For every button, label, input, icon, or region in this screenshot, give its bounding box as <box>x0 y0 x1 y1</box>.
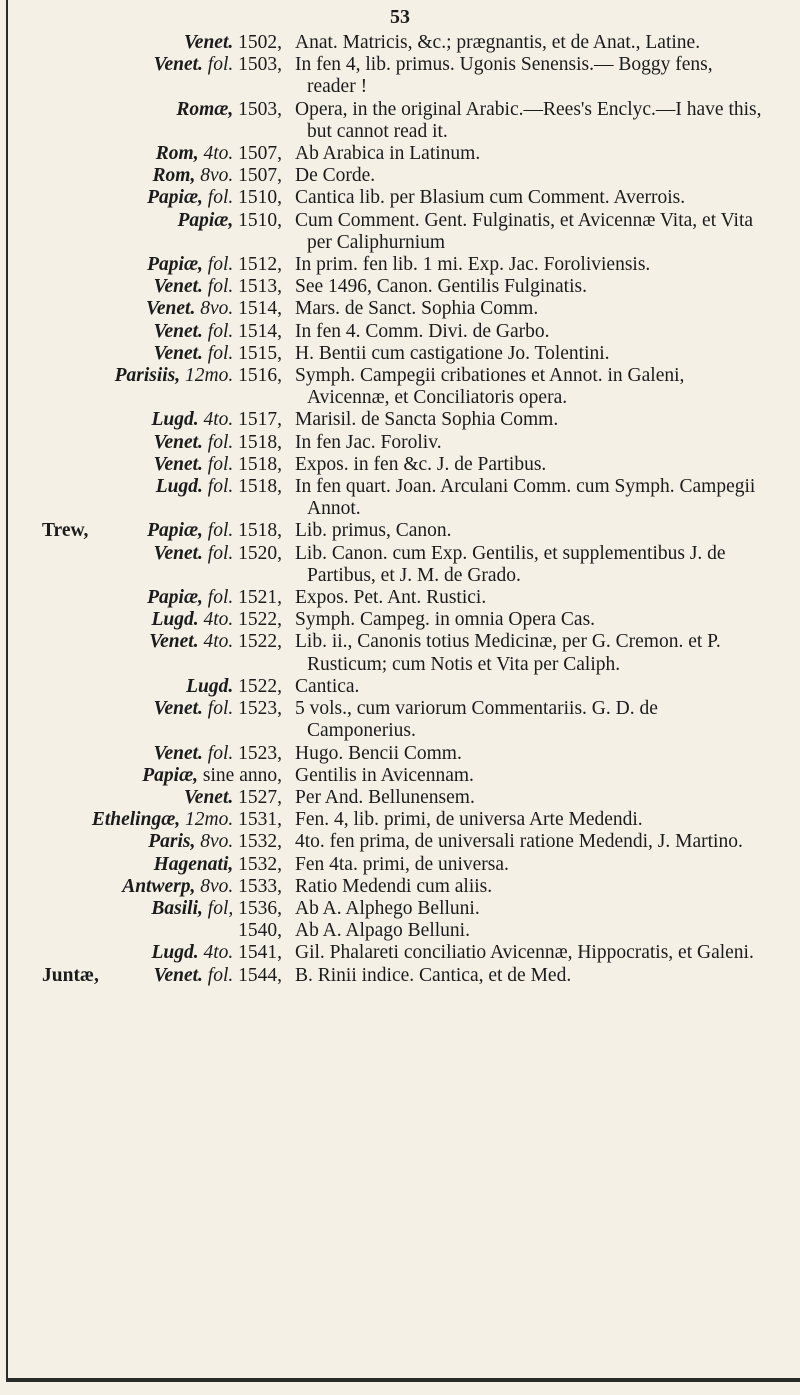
bibliography-entry <box>0 298 800 320</box>
entry-place: Parisiis, <box>114 365 181 387</box>
page-number: 53 <box>390 6 410 28</box>
entry-imprint <box>151 409 282 431</box>
entry-format: fol. <box>207 542 234 564</box>
entry-year: 1507, <box>238 143 282 165</box>
bibliography-list <box>0 32 800 987</box>
entry-description: Cantica. <box>295 675 360 697</box>
entry-place: Lugd. <box>155 476 203 498</box>
bibliography-entry <box>0 543 800 587</box>
entry-place: Venet. <box>153 431 203 453</box>
entry-imprint <box>186 676 282 698</box>
entry-format: 4to. <box>203 609 234 631</box>
entry-year: 1512, <box>238 254 282 276</box>
entry-description: 5 vols., cum variorum Commentariis. G. D. de Camponerius. <box>295 698 658 742</box>
entry-format: 8vo. <box>200 298 234 320</box>
entry-place: Hagenati, <box>153 853 234 875</box>
bibliography-entry <box>0 587 800 609</box>
entry-place: Venet. <box>149 631 199 653</box>
entry-place: Papiæ, <box>147 587 203 609</box>
entry-description: Expos. in fen &c. J. de Partibus. <box>295 453 547 475</box>
entry-format: 4to. <box>203 942 234 964</box>
bibliography-entry <box>0 276 800 298</box>
bibliography-entry <box>0 54 800 98</box>
entry-format: 8vo. <box>200 875 234 897</box>
entry-description: Ab A. Alphego Belluni. <box>295 897 480 919</box>
bibliography-entry <box>0 765 800 787</box>
entry-year: 1531, <box>238 809 282 831</box>
entry-year: 1518, <box>238 476 282 498</box>
entry-year: 1523, <box>238 742 282 764</box>
entry-imprint <box>156 476 282 498</box>
bibliography-entry <box>0 254 800 276</box>
entry-imprint <box>177 210 282 232</box>
entry-year: sine anno, <box>202 764 282 786</box>
entry-year: 1518, <box>238 431 282 453</box>
entry-description: Ab A. Alpago Belluni. <box>295 920 470 942</box>
entry-description: In fen 4, lib. primus. Ugonis Senensis.— Boggy fens, reader ! <box>295 54 713 98</box>
bibliography-entry <box>0 854 800 876</box>
bibliography-entry <box>0 831 800 853</box>
entry-description: Symph. Campeg. in omnia Opera Cas. <box>295 609 596 631</box>
entry-description: In fen 4. Comm. Divi. de Garbo. <box>295 320 550 342</box>
entry-year: 1522, <box>238 609 282 631</box>
entry-place: Venet. <box>153 453 203 475</box>
entry-year: 1510, <box>238 187 282 209</box>
bibliography-entry <box>0 609 800 631</box>
entry-description: Cantica lib. per Blasium cum Comment. Averrois. <box>295 187 686 209</box>
entry-year: 1515, <box>238 342 282 364</box>
entry-imprint <box>154 432 282 454</box>
entry-format: fol. <box>207 587 234 609</box>
entry-year: 1522, <box>238 675 282 697</box>
entry-place: Venet. <box>183 786 234 808</box>
entry-year: 1527, <box>238 786 282 808</box>
entry-year: 1518, <box>238 453 282 475</box>
entry-imprint <box>151 898 282 920</box>
entry-year: 1518, <box>238 520 282 542</box>
entry-imprint <box>154 854 282 876</box>
entry-description: B. Rinii indice. Cantica, et de Med. <box>295 964 572 986</box>
entry-place: Venet. <box>153 276 203 298</box>
entry-format: 8vo. <box>200 165 234 187</box>
entry-imprint <box>154 698 282 720</box>
entry-imprint <box>238 920 282 942</box>
entry-year: 1521, <box>238 587 282 609</box>
entry-description: Fen. 4, lib. primi, de universa Arte Medendi. <box>295 809 643 831</box>
bibliography-entry <box>0 787 800 809</box>
entry-year: 1507, <box>238 165 282 187</box>
entry-place: Basili, <box>151 897 203 919</box>
entry-imprint <box>184 32 282 54</box>
bibliography-entry <box>0 965 800 987</box>
entry-imprint <box>154 276 282 298</box>
entry-place: Papiæ, <box>147 520 203 542</box>
entry-place: Rom, <box>155 143 199 165</box>
entry-format: fol. <box>207 476 234 498</box>
bibliography-entry <box>0 321 800 343</box>
bibliography-entry <box>0 743 800 765</box>
entry-imprint <box>147 520 282 542</box>
entry-place: Venet. <box>153 320 203 342</box>
entry-description: Expos. Pet. Ant. Rustici. <box>295 587 487 609</box>
bibliography-entry <box>0 920 800 942</box>
entry-description: See 1496, Canon. Gentilis Fulginatis. <box>295 276 587 298</box>
entry-place: Venet. <box>153 542 203 564</box>
entry-year: 1502, <box>238 32 282 53</box>
bibliography-entry <box>0 898 800 920</box>
bibliography-entry <box>0 432 800 454</box>
entry-description: Gentilis in Avicennam. <box>295 764 474 786</box>
entry-format: fol. <box>207 742 234 764</box>
entry-year: 1540, <box>238 920 282 942</box>
entry-year: 1522, <box>238 631 282 653</box>
entry-place: Romæ, <box>176 98 234 120</box>
entry-format: fol. <box>207 698 234 720</box>
entry-format: fol. <box>207 54 234 76</box>
entry-place: Venet. <box>153 742 203 764</box>
bibliography-entry <box>0 32 800 54</box>
margin-note: Juntæ, <box>42 964 99 986</box>
bibliography-entry <box>0 631 800 675</box>
entry-format: fol. <box>207 276 234 298</box>
entry-description: Per And. Bellunensem. <box>295 786 475 808</box>
entry-format: fol, <box>207 897 234 919</box>
entry-format: fol. <box>207 320 234 342</box>
page-bottom-rule <box>6 1378 800 1382</box>
entry-imprint <box>151 942 282 964</box>
entry-year: 1503, <box>238 98 282 120</box>
entry-place: Venet. <box>183 32 234 53</box>
entry-description: In fen quart. Joan. Arculani Comm. cum Symph. Campegii Annot. <box>295 476 756 520</box>
entry-imprint <box>147 587 282 609</box>
entry-imprint <box>156 143 282 165</box>
entry-imprint <box>153 165 282 187</box>
entry-format: 4to. <box>203 409 234 431</box>
bibliography-entry <box>0 165 800 187</box>
entry-description: Hugo. Bencii Comm. <box>295 742 462 764</box>
entry-format: 12mo. <box>185 809 234 831</box>
entry-place: Lugd. <box>151 942 199 964</box>
entry-place: Papiæ, <box>147 187 203 209</box>
entry-place: Venet. <box>153 342 203 364</box>
entry-format: fol. <box>207 254 234 276</box>
entry-imprint <box>122 876 282 898</box>
entry-year: 1514, <box>238 298 282 320</box>
entry-year: 1513, <box>238 276 282 298</box>
entry-imprint <box>147 254 282 276</box>
entry-imprint <box>147 187 282 209</box>
entry-description: Marisil. de Sancta Sophia Comm. <box>295 409 559 431</box>
entry-year: 1544, <box>238 964 282 986</box>
entry-place: Papiæ, <box>147 254 203 276</box>
bibliography-entry <box>0 520 800 542</box>
entry-place: Venet. <box>153 54 203 76</box>
entry-place: Antwerp, <box>122 875 196 897</box>
entry-imprint <box>154 743 282 765</box>
entry-imprint <box>154 965 282 987</box>
entry-description: Anat. Matricis, &c.; prægnantis, et de Anat., Latine. <box>295 32 701 53</box>
entry-format: 12mo. <box>185 365 234 387</box>
entry-description: De Corde. <box>295 165 376 187</box>
entry-place: Lugd. <box>151 609 199 631</box>
entry-place: Rom, <box>152 165 196 187</box>
entry-description: Ab Arabica in Latinum. <box>295 143 481 165</box>
entry-place: Lugd. <box>186 675 234 697</box>
entry-format: fol. <box>207 187 234 209</box>
entry-imprint <box>115 365 282 387</box>
entry-year: 1503, <box>238 54 282 76</box>
entry-year: 1532, <box>238 831 282 853</box>
entry-description: Lib. ii., Canonis totius Medicinæ, per G. Cremon. et P. Rusticum; cum Notis et Vita per Caliph. <box>295 631 721 675</box>
entry-year: 1514, <box>238 320 282 342</box>
entry-imprint <box>154 543 282 565</box>
entry-description: Fen 4ta. primi, de universa. <box>295 853 509 875</box>
entry-year: 1520, <box>238 542 282 564</box>
bibliography-entry <box>0 343 800 365</box>
entry-format: fol. <box>207 453 234 475</box>
entry-description: Gil. Phalareti conciliatio Avicennæ, Hippocratis, et Galeni. <box>295 942 754 964</box>
entry-description: Opera, in the original Arabic.—Rees's Enclyc.—I have this, but cannot read it. <box>295 98 762 142</box>
entry-format: fol. <box>207 520 234 542</box>
entry-place: Papiæ, <box>177 209 234 231</box>
entry-year: 1533, <box>238 875 282 897</box>
entry-place: Venet. <box>153 964 203 986</box>
entry-description: Cum Comment. Gent. Fulginatis, et Avicennæ Vita, et Vita per Caliphurnium <box>295 209 754 253</box>
entry-place: Paris, <box>148 831 196 853</box>
entry-place: Venet. <box>153 698 203 720</box>
entry-imprint <box>176 99 282 121</box>
entry-year: 1510, <box>238 209 282 231</box>
entry-imprint <box>151 609 282 631</box>
entry-format: 8vo. <box>200 831 234 853</box>
entry-format: fol. <box>207 964 234 986</box>
bibliography-entry <box>0 876 800 898</box>
entry-description: Lib. Canon. cum Exp. Gentilis, et supplementibus J. de Partibus, et J. M. de Grado. <box>295 542 726 586</box>
entry-imprint <box>142 765 282 787</box>
entry-imprint <box>148 831 282 853</box>
bibliography-entry <box>0 187 800 209</box>
bibliography-entry <box>0 809 800 831</box>
entry-year: 1516, <box>238 365 282 387</box>
entry-place: Papiæ, <box>142 764 199 786</box>
bibliography-entry <box>0 143 800 165</box>
entry-imprint <box>154 321 282 343</box>
entry-year: 1523, <box>238 698 282 720</box>
entry-format: fol. <box>207 431 234 453</box>
entry-description: In prim. fen lib. 1 mi. Exp. Jac. Foroliviensis. <box>295 254 651 276</box>
entry-imprint <box>92 809 282 831</box>
entry-year: 1536, <box>238 897 282 919</box>
entry-year: 1532, <box>238 853 282 875</box>
bibliography-entry <box>0 409 800 431</box>
margin-note: Trew, <box>42 520 89 542</box>
entry-imprint <box>146 298 282 320</box>
entry-format: fol. <box>207 342 234 364</box>
bibliography-entry <box>0 365 800 409</box>
entry-imprint <box>154 343 282 365</box>
entry-format: 4to. <box>203 143 234 165</box>
bibliography-entry <box>0 942 800 964</box>
bibliography-entry <box>0 676 800 698</box>
entry-imprint <box>154 54 282 76</box>
bibliography-entry <box>0 99 800 143</box>
entry-place: Ethelingæ, <box>91 809 181 831</box>
bibliography-entry <box>0 698 800 742</box>
entry-imprint <box>154 454 282 476</box>
entry-imprint <box>149 631 282 653</box>
entry-description: Mars. de Sanct. Sophia Comm. <box>295 298 539 320</box>
bibliography-entry <box>0 476 800 520</box>
entry-description: Ratio Medendi cum aliis. <box>295 875 493 897</box>
bibliography-entry <box>0 210 800 254</box>
entry-format: 4to. <box>203 631 234 653</box>
entry-description: H. Bentii cum castigatione Jo. Tolentini. <box>295 342 610 364</box>
entry-description: Symph. Campegii cribationes et Annot. in Galeni, Avicennæ, et Conciliatoris opera. <box>295 365 685 409</box>
entry-description: Lib. primus, Canon. <box>295 520 452 542</box>
entry-year: 1517, <box>238 409 282 431</box>
bibliography-entry <box>0 454 800 476</box>
entry-description: In fen Jac. Foroliv. <box>295 431 442 453</box>
entry-place: Lugd. <box>151 409 199 431</box>
entry-description: 4to. fen prima, de universali ratione Medendi, J. Martino. <box>295 831 743 853</box>
entry-place: Venet. <box>146 298 196 320</box>
entry-year: 1541, <box>238 942 282 964</box>
entry-imprint <box>184 787 282 809</box>
